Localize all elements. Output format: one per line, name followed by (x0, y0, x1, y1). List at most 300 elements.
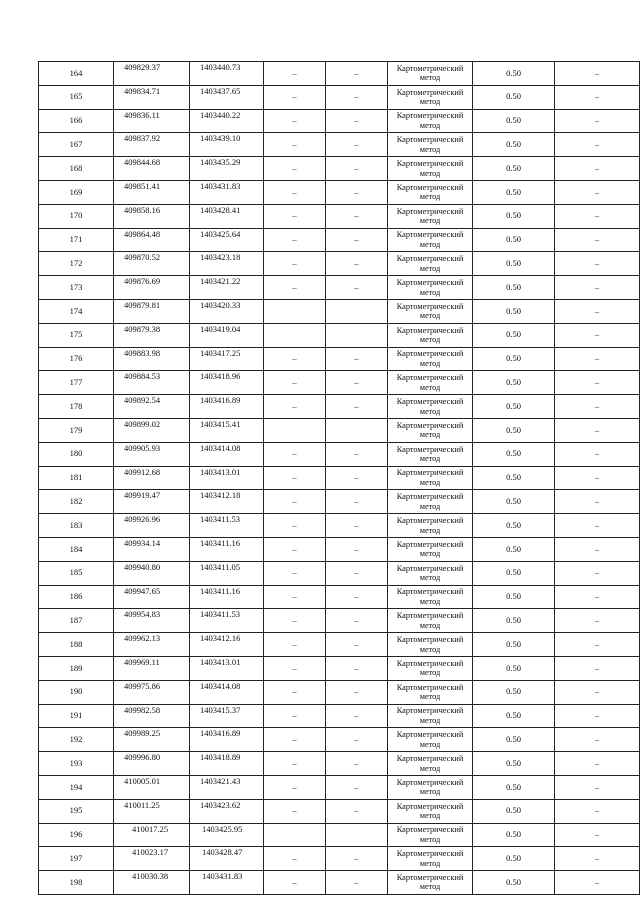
method-cell: Картометрический метод (388, 180, 473, 204)
description-cell: – (555, 656, 640, 680)
accuracy-cell: 0.50 (473, 180, 555, 204)
point-number-cell: 165 (39, 85, 114, 109)
empty-value-cell: – (264, 871, 326, 895)
x-coordinate-cell: 409876.69 (114, 276, 190, 300)
empty-value-cell: – (264, 204, 326, 228)
y-coordinate-cell: 1403419.04 (190, 323, 264, 347)
description-cell: – (555, 442, 640, 466)
table-row (39, 347, 640, 371)
y-coordinate-cell: 1403420.33 (190, 299, 264, 323)
point-number-cell: 194 (39, 775, 114, 799)
accuracy-cell: 0.50 (473, 252, 555, 276)
point-number-cell: 176 (39, 347, 114, 371)
description-cell: – (555, 299, 640, 323)
y-coordinate-cell: 1403416.89 (190, 728, 264, 752)
method-cell: Картометрический метод (388, 823, 473, 847)
point-number-cell: 197 (39, 847, 114, 871)
accuracy-cell: 0.50 (473, 299, 555, 323)
point-number-cell: 164 (39, 62, 114, 86)
point-number-cell: 182 (39, 490, 114, 514)
empty-value-cell: – (264, 228, 326, 252)
empty-value-cell: – (264, 157, 326, 181)
empty-value-cell: – (326, 775, 388, 799)
x-coordinate-cell: 409926.96 (114, 514, 190, 538)
y-coordinate-cell: 1403423.62 (190, 799, 264, 823)
empty-value-cell: – (264, 347, 326, 371)
table-row (39, 85, 640, 109)
method-cell: Картометрический метод (388, 585, 473, 609)
empty-value-cell: – (264, 442, 326, 466)
x-coordinate-cell: 409837.92 (114, 133, 190, 157)
accuracy-cell: 0.50 (473, 537, 555, 561)
y-coordinate-cell: 1403428.41 (190, 204, 264, 228)
empty-value-cell: – (326, 109, 388, 133)
description-cell: – (555, 490, 640, 514)
empty-value-cell: – (326, 490, 388, 514)
method-cell: Картометрический метод (388, 347, 473, 371)
description-cell: – (555, 775, 640, 799)
accuracy-cell: 0.50 (473, 514, 555, 538)
empty-value-cell: – (264, 775, 326, 799)
method-cell: Картометрический метод (388, 299, 473, 323)
empty-value-cell: – (326, 180, 388, 204)
description-cell: – (555, 62, 640, 86)
method-cell: Картометрический метод (388, 85, 473, 109)
empty-value-cell: – (326, 371, 388, 395)
empty-value-cell: – (326, 395, 388, 419)
table-row (39, 561, 640, 585)
table-row (39, 418, 640, 442)
empty-value-cell (264, 418, 326, 442)
description-cell: – (555, 609, 640, 633)
description-cell: – (555, 347, 640, 371)
point-number-cell: 195 (39, 799, 114, 823)
empty-value-cell: – (326, 537, 388, 561)
x-coordinate-cell: 409975.86 (114, 680, 190, 704)
empty-value-cell: – (326, 133, 388, 157)
accuracy-cell: 0.50 (473, 704, 555, 728)
coordinates-table (38, 61, 640, 895)
accuracy-cell: 0.50 (473, 752, 555, 776)
y-coordinate-cell: 1403417.25 (190, 347, 264, 371)
empty-value-cell: – (264, 395, 326, 419)
table-body (39, 62, 640, 895)
accuracy-cell: 0.50 (473, 442, 555, 466)
point-number-cell: 171 (39, 228, 114, 252)
point-number-cell: 191 (39, 704, 114, 728)
method-cell: Картометрический метод (388, 680, 473, 704)
method-cell: Картометрический метод (388, 157, 473, 181)
empty-value-cell: – (264, 537, 326, 561)
description-cell: – (555, 228, 640, 252)
table-row (39, 133, 640, 157)
description-cell: – (555, 85, 640, 109)
method-cell: Картометрический метод (388, 395, 473, 419)
y-coordinate-cell: 1403440.73 (190, 62, 264, 86)
accuracy-cell: 0.50 (473, 728, 555, 752)
point-number-cell: 166 (39, 109, 114, 133)
empty-value-cell: – (264, 585, 326, 609)
table-row (39, 799, 640, 823)
y-coordinate-cell: 1403415.41 (190, 418, 264, 442)
empty-value-cell: – (326, 276, 388, 300)
accuracy-cell: 0.50 (473, 633, 555, 657)
x-coordinate-cell: 409844.68 (114, 157, 190, 181)
accuracy-cell: 0.50 (473, 371, 555, 395)
description-cell: – (555, 752, 640, 776)
accuracy-cell: 0.50 (473, 823, 555, 847)
empty-value-cell: – (264, 371, 326, 395)
description-cell: – (555, 252, 640, 276)
point-number-cell: 168 (39, 157, 114, 181)
point-number-cell: 172 (39, 252, 114, 276)
description-cell: – (555, 823, 640, 847)
x-coordinate-cell: 409879.38 (114, 323, 190, 347)
table-row (39, 180, 640, 204)
point-number-cell: 193 (39, 752, 114, 776)
x-coordinate-cell: 409912.68 (114, 466, 190, 490)
y-coordinate-cell: 1403416.89 (190, 395, 264, 419)
empty-value-cell: – (264, 704, 326, 728)
table-row (39, 395, 640, 419)
empty-value-cell: – (264, 799, 326, 823)
method-cell: Картометрический метод (388, 704, 473, 728)
point-number-cell: 190 (39, 680, 114, 704)
method-cell: Картометрический метод (388, 418, 473, 442)
description-cell: – (555, 514, 640, 538)
empty-value-cell: – (326, 157, 388, 181)
method-cell: Картометрический метод (388, 728, 473, 752)
empty-value-cell: – (264, 62, 326, 86)
accuracy-cell: 0.50 (473, 466, 555, 490)
empty-value-cell: – (326, 680, 388, 704)
method-cell: Картометрический метод (388, 490, 473, 514)
accuracy-cell: 0.50 (473, 609, 555, 633)
y-coordinate-cell: 1403425.95 (190, 823, 264, 847)
x-coordinate-cell: 410023.17 (114, 847, 190, 871)
y-coordinate-cell: 1403431.83 (190, 180, 264, 204)
empty-value-cell: – (264, 109, 326, 133)
method-cell: Картометрический метод (388, 442, 473, 466)
x-coordinate-cell: 409834.71 (114, 85, 190, 109)
empty-value-cell: – (264, 752, 326, 776)
empty-value-cell: – (326, 561, 388, 585)
table-row (39, 466, 640, 490)
description-cell: – (555, 704, 640, 728)
table-row (39, 823, 640, 847)
point-number-cell: 189 (39, 656, 114, 680)
empty-value-cell: – (326, 633, 388, 657)
empty-value-cell: – (264, 252, 326, 276)
accuracy-cell: 0.50 (473, 204, 555, 228)
method-cell: Картометрический метод (388, 62, 473, 86)
x-coordinate-cell: 409883.98 (114, 347, 190, 371)
x-coordinate-cell: 409899.02 (114, 418, 190, 442)
empty-value-cell: – (264, 133, 326, 157)
accuracy-cell: 0.50 (473, 157, 555, 181)
empty-value-cell: – (326, 728, 388, 752)
document-page (38, 61, 638, 895)
table-row (39, 323, 640, 347)
empty-value-cell: – (264, 180, 326, 204)
description-cell: – (555, 276, 640, 300)
y-coordinate-cell: 1403418.96 (190, 371, 264, 395)
point-number-cell: 184 (39, 537, 114, 561)
empty-value-cell: – (264, 514, 326, 538)
point-number-cell: 186 (39, 585, 114, 609)
accuracy-cell: 0.50 (473, 490, 555, 514)
x-coordinate-cell: 409892.54 (114, 395, 190, 419)
accuracy-cell: 0.50 (473, 228, 555, 252)
description-cell: – (555, 561, 640, 585)
description-cell: – (555, 180, 640, 204)
empty-value-cell (264, 823, 326, 847)
empty-value-cell: – (264, 728, 326, 752)
empty-value-cell: – (326, 704, 388, 728)
x-coordinate-cell: 409836.11 (114, 109, 190, 133)
x-coordinate-cell: 409884.53 (114, 371, 190, 395)
method-cell: Картометрический метод (388, 133, 473, 157)
empty-value-cell: – (326, 585, 388, 609)
table-row (39, 656, 640, 680)
method-cell: Картометрический метод (388, 752, 473, 776)
y-coordinate-cell: 1403440.22 (190, 109, 264, 133)
description-cell: – (555, 466, 640, 490)
y-coordinate-cell: 1403413.01 (190, 656, 264, 680)
y-coordinate-cell: 1403415.37 (190, 704, 264, 728)
table-row (39, 728, 640, 752)
accuracy-cell: 0.50 (473, 109, 555, 133)
empty-value-cell: – (264, 633, 326, 657)
accuracy-cell: 0.50 (473, 418, 555, 442)
table-row (39, 847, 640, 871)
y-coordinate-cell: 1403428.47 (190, 847, 264, 871)
accuracy-cell: 0.50 (473, 799, 555, 823)
description-cell: – (555, 157, 640, 181)
x-coordinate-cell: 409947.65 (114, 585, 190, 609)
empty-value-cell (264, 323, 326, 347)
x-coordinate-cell: 409954.83 (114, 609, 190, 633)
table-row (39, 204, 640, 228)
description-cell: – (555, 204, 640, 228)
y-coordinate-cell: 1403412.18 (190, 490, 264, 514)
y-coordinate-cell: 1403421.22 (190, 276, 264, 300)
y-coordinate-cell: 1403439.10 (190, 133, 264, 157)
x-coordinate-cell: 409969.11 (114, 656, 190, 680)
point-number-cell: 198 (39, 871, 114, 895)
empty-value-cell: – (264, 561, 326, 585)
description-cell: – (555, 537, 640, 561)
y-coordinate-cell: 1403412.16 (190, 633, 264, 657)
y-coordinate-cell: 1403411.53 (190, 514, 264, 538)
point-number-cell: 181 (39, 466, 114, 490)
empty-value-cell: – (326, 252, 388, 276)
description-cell: – (555, 633, 640, 657)
point-number-cell: 167 (39, 133, 114, 157)
empty-value-cell: – (326, 85, 388, 109)
method-cell: Картометрический метод (388, 775, 473, 799)
empty-value-cell (326, 299, 388, 323)
empty-value-cell: – (326, 347, 388, 371)
description-cell: – (555, 585, 640, 609)
x-coordinate-cell: 409905.93 (114, 442, 190, 466)
accuracy-cell: 0.50 (473, 871, 555, 895)
point-number-cell: 180 (39, 442, 114, 466)
x-coordinate-cell: 409982.58 (114, 704, 190, 728)
empty-value-cell: – (264, 490, 326, 514)
empty-value-cell: – (264, 847, 326, 871)
y-coordinate-cell: 1403414.08 (190, 442, 264, 466)
y-coordinate-cell: 1403425.64 (190, 228, 264, 252)
accuracy-cell: 0.50 (473, 585, 555, 609)
method-cell: Картометрический метод (388, 466, 473, 490)
point-number-cell: 192 (39, 728, 114, 752)
method-cell: Картометрический метод (388, 799, 473, 823)
description-cell: – (555, 847, 640, 871)
empty-value-cell: – (326, 466, 388, 490)
point-number-cell: 169 (39, 180, 114, 204)
table-row (39, 585, 640, 609)
description-cell: – (555, 799, 640, 823)
description-cell: – (555, 109, 640, 133)
empty-value-cell: – (326, 609, 388, 633)
method-cell: Картометрический метод (388, 871, 473, 895)
method-cell: Картометрический метод (388, 371, 473, 395)
accuracy-cell: 0.50 (473, 847, 555, 871)
method-cell: Картометрический метод (388, 252, 473, 276)
y-coordinate-cell: 1403411.16 (190, 537, 264, 561)
table-row (39, 442, 640, 466)
accuracy-cell: 0.50 (473, 323, 555, 347)
empty-value-cell (326, 418, 388, 442)
table-row (39, 109, 640, 133)
table-row (39, 157, 640, 181)
point-number-cell: 173 (39, 276, 114, 300)
accuracy-cell: 0.50 (473, 133, 555, 157)
y-coordinate-cell: 1403414.08 (190, 680, 264, 704)
table-row (39, 228, 640, 252)
table-row (39, 633, 640, 657)
x-coordinate-cell: 410005.01 (114, 775, 190, 799)
table-row (39, 609, 640, 633)
y-coordinate-cell: 1403411.16 (190, 585, 264, 609)
point-number-cell: 174 (39, 299, 114, 323)
method-cell: Картометрический метод (388, 633, 473, 657)
method-cell: Картометрический метод (388, 656, 473, 680)
method-cell: Картометрический метод (388, 109, 473, 133)
y-coordinate-cell: 1403423.18 (190, 252, 264, 276)
point-number-cell: 178 (39, 395, 114, 419)
empty-value-cell (264, 299, 326, 323)
point-number-cell: 183 (39, 514, 114, 538)
x-coordinate-cell: 409962.13 (114, 633, 190, 657)
table-row (39, 62, 640, 86)
y-coordinate-cell: 1403418.89 (190, 752, 264, 776)
y-coordinate-cell: 1403413.01 (190, 466, 264, 490)
method-cell: Картометрический метод (388, 276, 473, 300)
x-coordinate-cell: 409870.52 (114, 252, 190, 276)
table-row (39, 252, 640, 276)
empty-value-cell: – (326, 204, 388, 228)
accuracy-cell: 0.50 (473, 775, 555, 799)
y-coordinate-cell: 1403411.05 (190, 561, 264, 585)
empty-value-cell (326, 323, 388, 347)
method-cell: Картометрический метод (388, 204, 473, 228)
x-coordinate-cell: 409996.80 (114, 752, 190, 776)
empty-value-cell: – (326, 62, 388, 86)
description-cell: – (555, 418, 640, 442)
x-coordinate-cell: 409934.14 (114, 537, 190, 561)
empty-value-cell: – (326, 799, 388, 823)
point-number-cell: 179 (39, 418, 114, 442)
x-coordinate-cell: 409989.25 (114, 728, 190, 752)
empty-value-cell: – (264, 609, 326, 633)
y-coordinate-cell: 1403435.29 (190, 157, 264, 181)
x-coordinate-cell: 410011.25 (114, 799, 190, 823)
description-cell: – (555, 395, 640, 419)
y-coordinate-cell: 1403431.83 (190, 871, 264, 895)
x-coordinate-cell: 409919.47 (114, 490, 190, 514)
table-row (39, 371, 640, 395)
method-cell: Картометрический метод (388, 228, 473, 252)
accuracy-cell: 0.50 (473, 656, 555, 680)
empty-value-cell: – (326, 656, 388, 680)
x-coordinate-cell: 409858.16 (114, 204, 190, 228)
x-coordinate-cell: 410017.25 (114, 823, 190, 847)
table-row (39, 299, 640, 323)
table-row (39, 490, 640, 514)
point-number-cell: 185 (39, 561, 114, 585)
x-coordinate-cell: 409879.81 (114, 299, 190, 323)
empty-value-cell: – (326, 752, 388, 776)
empty-value-cell: – (264, 85, 326, 109)
table-row (39, 871, 640, 895)
description-cell: – (555, 680, 640, 704)
table-row (39, 752, 640, 776)
table-row (39, 775, 640, 799)
description-cell: – (555, 371, 640, 395)
method-cell: Картометрический метод (388, 537, 473, 561)
table-row (39, 537, 640, 561)
y-coordinate-cell: 1403437.65 (190, 85, 264, 109)
description-cell: – (555, 133, 640, 157)
x-coordinate-cell: 409851.41 (114, 180, 190, 204)
empty-value-cell: – (326, 847, 388, 871)
point-number-cell: 170 (39, 204, 114, 228)
table-row (39, 704, 640, 728)
point-number-cell: 188 (39, 633, 114, 657)
method-cell: Картометрический метод (388, 847, 473, 871)
empty-value-cell: – (326, 514, 388, 538)
accuracy-cell: 0.50 (473, 680, 555, 704)
empty-value-cell: – (326, 228, 388, 252)
empty-value-cell (326, 823, 388, 847)
accuracy-cell: 0.50 (473, 62, 555, 86)
table-row (39, 276, 640, 300)
accuracy-cell: 0.50 (473, 395, 555, 419)
accuracy-cell: 0.50 (473, 85, 555, 109)
x-coordinate-cell: 409864.48 (114, 228, 190, 252)
empty-value-cell: – (326, 442, 388, 466)
description-cell: – (555, 323, 640, 347)
accuracy-cell: 0.50 (473, 561, 555, 585)
method-cell: Картометрический метод (388, 609, 473, 633)
table-row (39, 680, 640, 704)
empty-value-cell: – (264, 680, 326, 704)
point-number-cell: 175 (39, 323, 114, 347)
method-cell: Картометрический метод (388, 514, 473, 538)
x-coordinate-cell: 409940.80 (114, 561, 190, 585)
